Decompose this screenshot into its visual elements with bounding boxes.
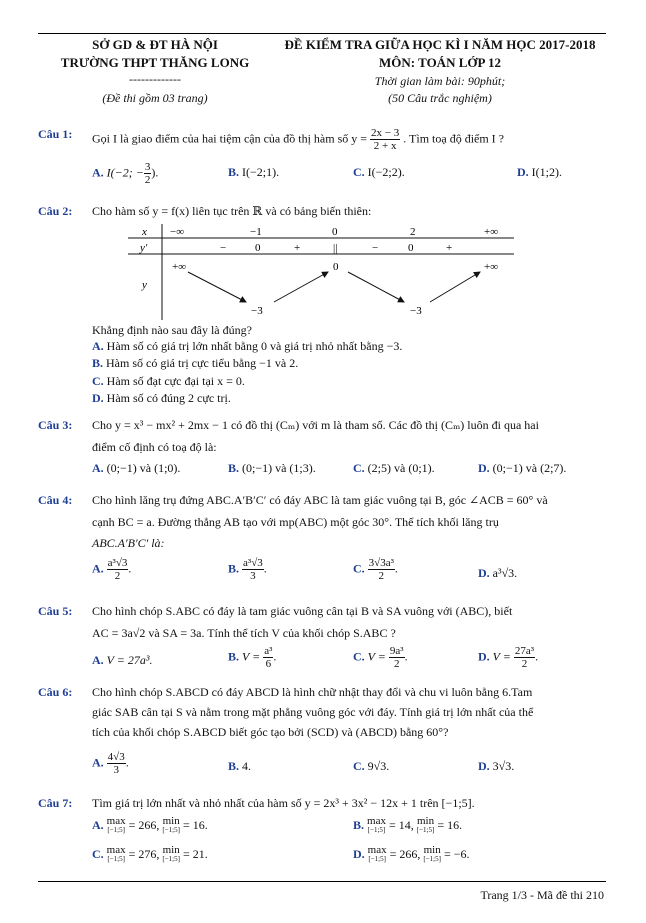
variation-table (128, 224, 514, 320)
q1-option-d[interactable]: D. I(1;2). (517, 165, 562, 179)
q2-option-b[interactable]: B. Hàm số có giá trị cực tiểu bằng −1 và 2. (92, 356, 299, 370)
q4-stem-line2: cạnh BC = a. Đường thẳng AB tạo với mp(ABC) một góc 30°. Thể tích khối lăng trụ (92, 515, 499, 529)
q7-option-d[interactable]: D. max [−1;5] = 266, min [−1;5] = −6. (353, 844, 470, 863)
question-count: (50 Câu trắc nghiệm) (388, 91, 492, 105)
header-dashes: ------------- (129, 72, 181, 86)
q2-option-a[interactable]: A. Hàm số có giá trị lớn nhất bằng 0 và giá trị nhỏ nhất bằng −3. (92, 339, 403, 353)
q7-label: Câu 7: (38, 796, 73, 810)
q4-option-d[interactable]: D. a³√3. (478, 566, 518, 580)
school-dept: SỞ GD & ĐT HÀ NỘI (92, 37, 218, 52)
vt-sign: − (220, 242, 227, 254)
vt-arrow-up (274, 272, 328, 302)
vt-y-value: −3 (251, 305, 263, 317)
q6-stem-line2: giác SAB cân tại S và nằm trong mặt phẳng vuông góc với đáy. Tính giá trị lớn nhất của thể (92, 705, 534, 719)
q2-option-d[interactable]: D. Hàm số có đúng 2 cực trị. (92, 391, 231, 405)
q7-option-b[interactable]: B. max [−1;5] = 14, min [−1;5] = 16. (353, 815, 463, 834)
q2-prompt: Khẳng định nào sau đây là đúng? (92, 323, 252, 337)
vt-x-value: −1 (250, 226, 262, 238)
q7-option-a[interactable]: A. max [−1;5] = 266, min [−1;5] = 16. (92, 815, 208, 834)
vt-y-value: +∞ (172, 261, 187, 273)
vt-arrow-down (348, 272, 404, 302)
q6-option-a[interactable]: A. $\frac{4√3}{3}$ . (92, 751, 129, 776)
page-count: (Đề thi gồm 03 trang) (102, 91, 208, 105)
vt-y-value: −3 (410, 305, 422, 317)
vt-sign: 0 (408, 242, 414, 254)
q4-stem-line1: Cho hình lăng trụ đứng ABC.A′B′C′ có đáy ABC là tam giác vuông tại B, góc ∠ACB = 60° và (92, 493, 548, 507)
vt-y-value: +∞ (484, 261, 499, 273)
q6-option-c[interactable]: C. 9√3. (353, 759, 390, 773)
q5-stem-line2: AC = 3a√2 và SA = 3a. Tính thể tích V của khối chóp S.ABC ? (92, 626, 396, 640)
vt-x-value: +∞ (484, 226, 499, 238)
q1-label: Câu 1: (38, 127, 73, 141)
q4-option-c[interactable]: C. $\frac{\text{3√3a³}}{2}$ . (353, 557, 398, 582)
q3-option-d[interactable]: D. (0;−1) và (2;7). (478, 461, 567, 475)
footer-rule (38, 881, 606, 882)
vt-x-label: x (142, 226, 147, 238)
q2-label: Câu 2: (38, 204, 73, 218)
q5-option-b[interactable]: B. V = $\frac{\text{a³}}{6}$ . (228, 645, 277, 670)
vt-y-label: y (142, 279, 147, 291)
q1-option-c[interactable]: C. I(−2;2). (353, 165, 405, 179)
q3-option-c[interactable]: C. (2;5) và (0;1). (353, 461, 435, 475)
exam-time: Thời gian làm bài: 90phút; (374, 74, 506, 88)
subject: MÔN: TOÁN LỚP 12 (379, 55, 501, 70)
q6-stem-line3: tích của khối chóp S.ABCD biết góc tạo bởi (SCD) và (ABCD) bằng 60°? (92, 725, 449, 739)
vt-arrow-up (430, 272, 480, 302)
q3-stem-line1: Cho y = x³ − mx² + 2mx − 1 có đồ thị (Cₘ) với m là tham số. Các đồ thị (Cₘ) luôn đi qua hai (92, 418, 539, 432)
q5-option-a[interactable]: A. V = 27a³. (92, 653, 153, 667)
q1-option-b[interactable]: B. I(−2;1). (228, 165, 280, 179)
q5-label: Câu 5: (38, 604, 73, 618)
vt-sign: 0 (255, 242, 261, 254)
vt-yp-label: y′ (140, 242, 148, 254)
q5-stem-line1: Cho hình chóp S.ABC có đáy là tam giác vuông cân tại B và SA vuông với (ABC), biết (92, 604, 513, 618)
q3-stem-line2: điểm cố định có toạ độ là: (92, 440, 217, 454)
vt-sign: + (294, 242, 301, 254)
vt-x-value: −∞ (170, 226, 185, 238)
top-rule (38, 33, 606, 34)
q3-option-a[interactable]: A. (0;−1) và (1;0). (92, 461, 181, 475)
q4-stem-line3: ABC.A′B′C′ là: (92, 536, 165, 550)
q6-option-b[interactable]: B. 4. (228, 759, 252, 773)
q7-stem: Tìm giá trị lớn nhất và nhỏ nhất của hàm số y = 2x³ + 3x² − 12x + 1 trên [−1;5]. (92, 796, 475, 810)
q2-option-c[interactable]: C. Hàm số đạt cực đại tại x = 0. (92, 374, 245, 388)
q6-option-d[interactable]: D. 3√3. (478, 759, 515, 773)
q1-stem: Gọi I là giao điểm của hai tiệm cận của đồ thị hàm số y = $\frac{2x - 3}{2 + x}$ . Tìm toạ độ điểm I ? (92, 127, 505, 152)
q1-option-a[interactable]: A. I(−2; − $\frac{3}{2}$ ). (92, 161, 159, 186)
vt-sign: − (372, 242, 379, 254)
q5-option-c[interactable]: C. V = $\frac{\text{9a³}}{2}$ . (353, 645, 408, 670)
q5-option-d[interactable]: D. V = $\frac{\text{27a³}}{2}$ . (478, 645, 539, 670)
vt-x-value: 2 (410, 226, 416, 238)
q4-label: Câu 4: (38, 493, 73, 507)
q1-fraction: $\frac{2x - 3}{2 + x}$ (371, 127, 400, 152)
q6-label: Câu 6: (38, 685, 73, 699)
exam-title: ĐỀ KIỂM TRA GIỮA HỌC KÌ I NĂM HỌC 2017-2018 (284, 37, 596, 52)
vt-sign: || (333, 242, 338, 254)
q2-stem: Cho hàm số y = f(x) liên tục trên ℝ và có bảng biến thiên: (92, 204, 372, 218)
q3-label: Câu 3: (38, 418, 73, 432)
vt-y-value: 0 (333, 261, 339, 273)
q6-stem-line1: Cho hình chóp S.ABCD có đáy ABCD là hình chữ nhật thay đổi và chu vi luôn bằng 6.Tam (92, 685, 533, 699)
q4-option-a[interactable]: A. $\frac{\text{a³√3}}{2}$ . (92, 557, 132, 582)
q7-option-c[interactable]: C. max [−1;5] = 276, min [−1;5] = 21. (92, 844, 208, 863)
school-name: TRƯỜNG THPT THĂNG LONG (60, 55, 250, 70)
vt-x-value: 0 (332, 226, 338, 238)
page-footer: Trang 1/3 - Mã đề thi 210 (480, 888, 604, 902)
q3-option-b[interactable]: B. (0;−1) và (1;3). (228, 461, 316, 475)
vt-sign: + (446, 242, 453, 254)
q4-option-b[interactable]: B. $\frac{\text{a³√3}}{3}$ . (228, 557, 267, 582)
vt-arrow-down (188, 272, 246, 302)
